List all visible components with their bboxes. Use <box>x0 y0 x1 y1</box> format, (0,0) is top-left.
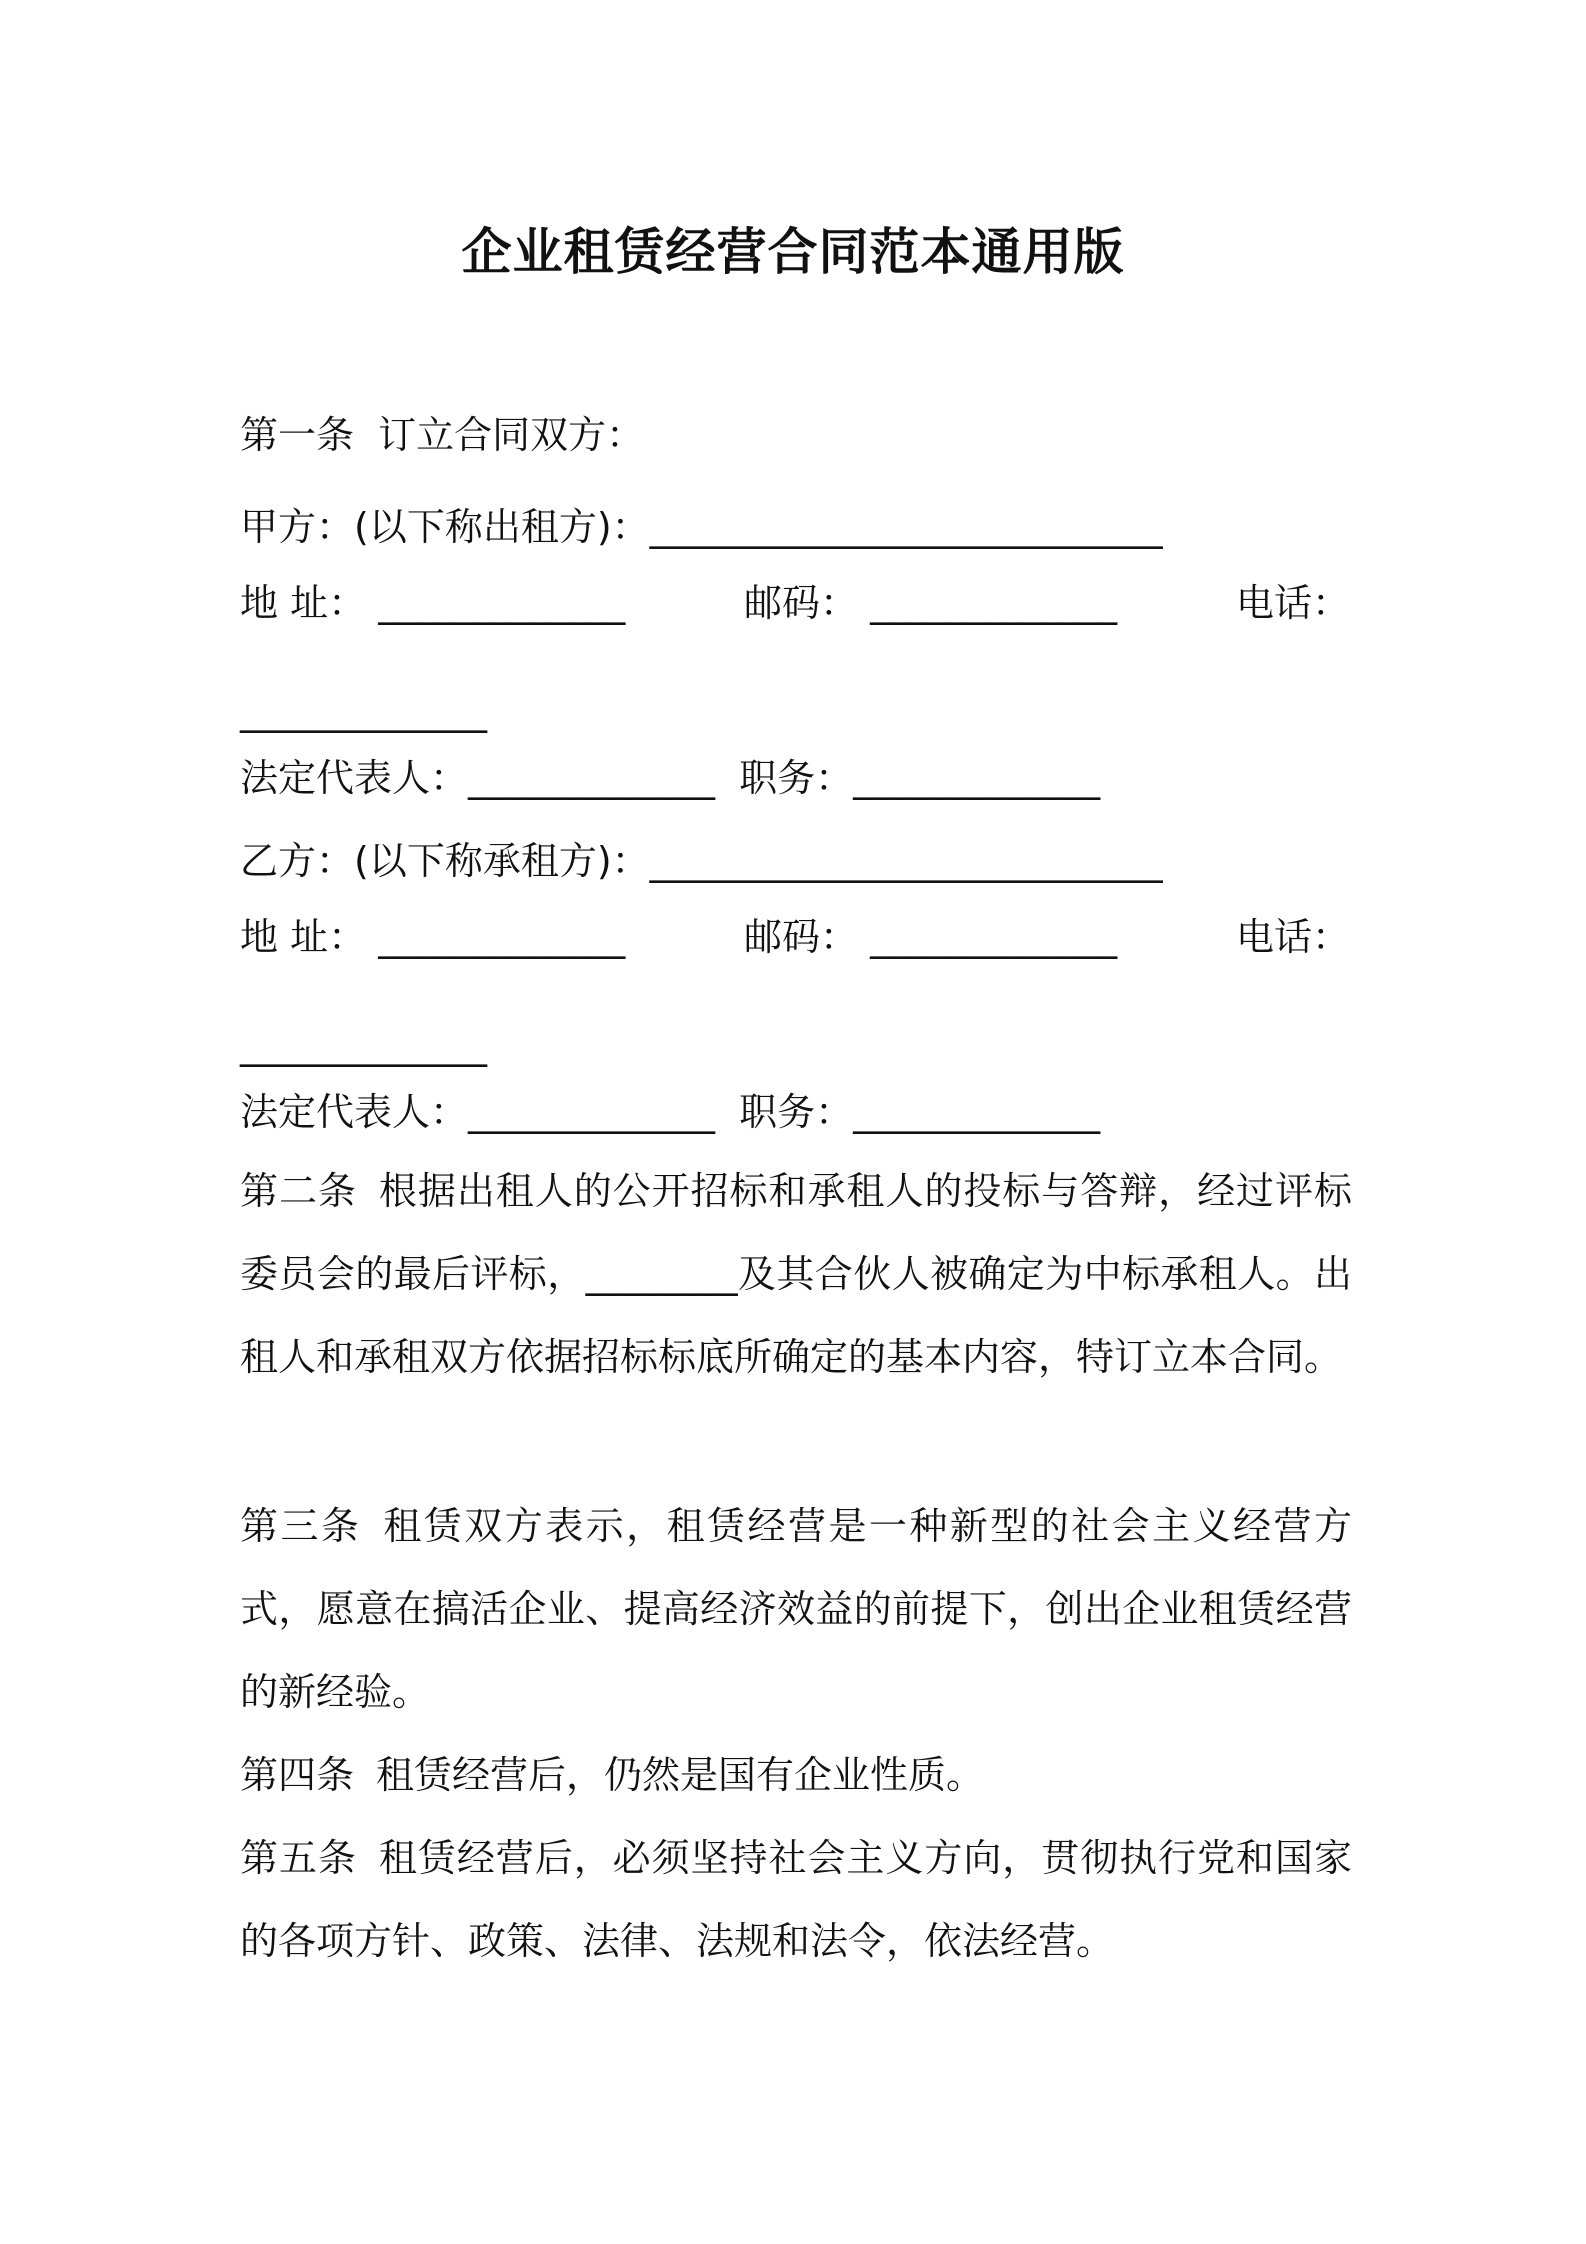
party-b-phone-label: 电话： <box>1235 915 1350 959</box>
article-4-heading: 第四条 <box>240 1753 355 1797</box>
article-5-heading: 第五条 <box>240 1836 357 1880</box>
party-b-zip-group <box>744 912 1117 962</box>
party-b-zip-blank: _____________ <box>870 915 1118 959</box>
party-b-representative-line: 法定代表人：_____________ 职务：_____________ <box>240 1090 1101 1134</box>
party-b-zip-label: 邮码： <box>744 915 859 959</box>
article-3 <box>240 1485 1352 1734</box>
article-2-heading: 第二条 <box>240 1169 357 1213</box>
party-b-phone-blank: _____________ <box>240 1023 487 1067</box>
party-a-phone-blank: _____________ <box>240 689 487 733</box>
party-a-contact-row <box>240 578 1350 628</box>
article-2-text: 根据出租人的公开招标和承租人的投标与答辩，经过评标委员会的最后评标，________及其合伙人被确定为中标承租人。出租人和承租双方依据招标标底所确定的基本内容，特订立本合同。 <box>240 1169 1352 1379</box>
party-a-address-group <box>240 578 625 628</box>
article-1-heading: 第一条 订立合同双方： <box>240 413 645 457</box>
article-5-text: 租赁经营后，必须坚持社会主义方向，贯彻执行党和国家的各项方针、政策、法律、法规和法令，依法经营。 <box>240 1836 1352 1963</box>
party-b-line: 乙方：(以下称承租方)：___________________________ <box>240 839 1163 883</box>
article-5 <box>240 1817 1352 1983</box>
article-3-text: 租赁双方表示，租赁经营是一种新型的社会主义经营方式，愿意在搞活企业、提高经济效益的前提下，创出企业租赁经营的新经验。 <box>240 1504 1352 1714</box>
article-4 <box>240 1734 1352 1817</box>
party-a-phone-label: 电话： <box>1235 581 1350 625</box>
party-b-address-group <box>240 912 625 962</box>
party-b-contact-row <box>240 912 1350 962</box>
party-a-line: 甲方：(以下称出租方)：___________________________ <box>240 505 1163 549</box>
party-a-zip-label: 邮码： <box>744 581 859 625</box>
article-3-heading: 第三条 <box>240 1504 362 1548</box>
party-a-zip-group <box>744 578 1117 628</box>
party-b-address-label: 地 址： <box>240 915 367 959</box>
article-2 <box>240 1150 1352 1399</box>
document-title: 企业租赁经营合同范本通用版 <box>461 223 1125 281</box>
party-a-representative-line: 法定代表人：_____________ 职务：_____________ <box>240 756 1101 800</box>
party-a-zip-blank: _____________ <box>870 581 1118 625</box>
party-a-address-label: 地 址： <box>240 581 367 625</box>
article-4-text: 租赁经营后，仍然是国有企业性质。 <box>376 1753 985 1797</box>
party-a-address-blank: _____________ <box>378 581 626 625</box>
party-b-address-blank: _____________ <box>378 915 626 959</box>
